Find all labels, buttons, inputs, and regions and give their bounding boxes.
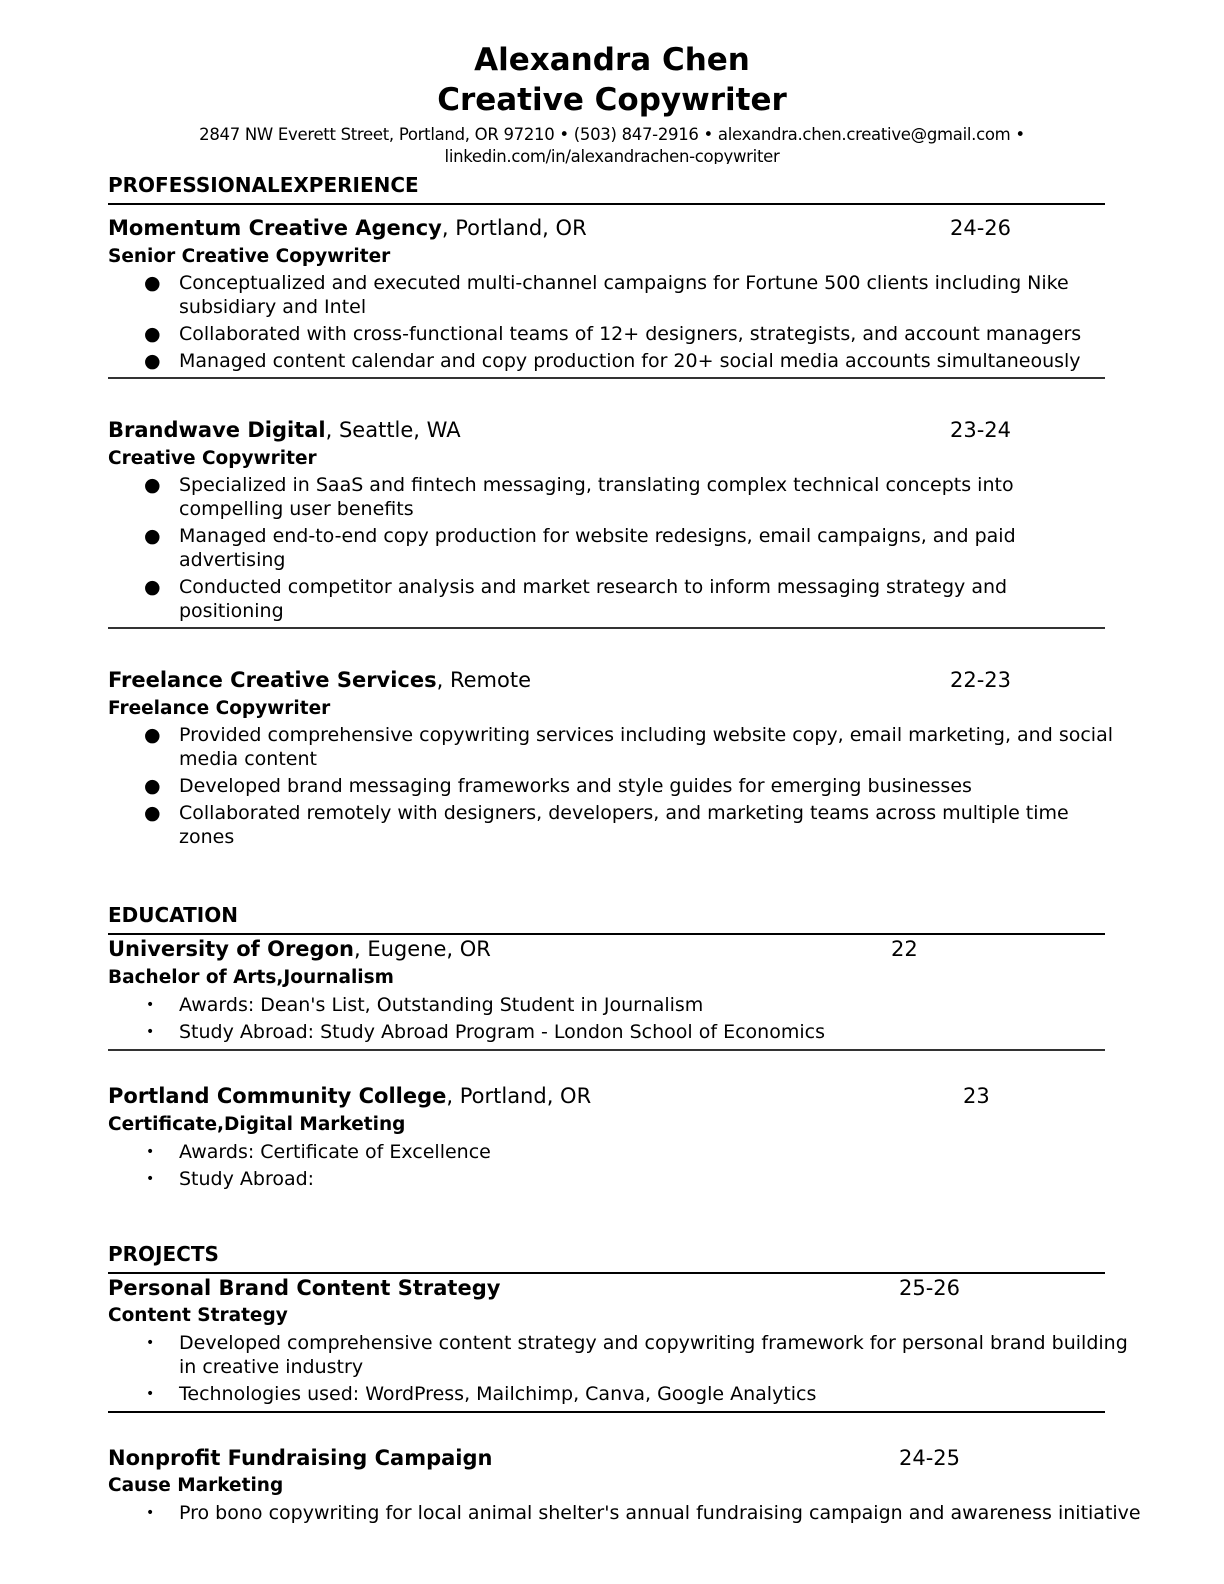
project-name: Nonprofit Fundraising Campaign bbox=[108, 1446, 493, 1470]
bullet-icon: ● bbox=[144, 724, 161, 746]
education-entry-heading bbox=[108, 1083, 591, 1109]
candidate-title: Creative Copywriter bbox=[437, 82, 787, 118]
degree: Certificate,Digital Marketing bbox=[108, 1114, 406, 1135]
bullet-item bbox=[108, 993, 1138, 1017]
bullet-item bbox=[108, 723, 1118, 771]
bullet-item bbox=[108, 271, 1118, 319]
bullet-list bbox=[108, 271, 1118, 376]
degree: Bachelor of Arts,Journalism bbox=[108, 967, 394, 988]
bullet-icon: ● bbox=[144, 525, 161, 547]
section-heading-experience: PROFESSIONALEXPERIENCE bbox=[108, 173, 419, 197]
bullet-icon: ● bbox=[144, 272, 161, 294]
bullet-icon: • bbox=[146, 1505, 155, 1521]
bullet-text: Study Abroad: bbox=[179, 1168, 315, 1190]
linkedin-url: linkedin.com/in/alexandrachen-copywriter bbox=[444, 147, 780, 164]
company-location: , Remote bbox=[436, 668, 532, 692]
bullet-text: Study Abroad: Study Abroad Program - London School of Economics bbox=[179, 1021, 825, 1043]
bullet-text: Conducted competitor analysis and market research to inform messaging strategy and positioning bbox=[179, 576, 1008, 622]
bullet-icon: • bbox=[146, 1171, 155, 1187]
bullet-item bbox=[108, 1331, 1148, 1379]
entry-divider bbox=[108, 1411, 1105, 1413]
employment-dates: 23-24 bbox=[950, 418, 1012, 442]
bullet-item bbox=[108, 524, 1068, 572]
entry-divider bbox=[108, 627, 1105, 629]
bullet-list bbox=[108, 1140, 1138, 1194]
bullet-icon: • bbox=[146, 1335, 155, 1351]
project-entry-heading bbox=[108, 1445, 492, 1471]
section-heading-projects: PROJECTS bbox=[108, 1242, 219, 1266]
bullet-text: Pro bono copywriting for local animal shelter's annual fundraising campaign and awareness initiative bbox=[179, 1502, 1141, 1524]
section-heading-education: EDUCATION bbox=[108, 903, 238, 927]
school-location: , Portland, OR bbox=[446, 1084, 592, 1108]
project-name: Personal Brand Content Strategy bbox=[108, 1276, 501, 1300]
employment-dates: 24-26 bbox=[950, 216, 1012, 240]
company-location: , Seattle, WA bbox=[325, 418, 461, 442]
bullet-item bbox=[108, 801, 1118, 849]
bullet-list bbox=[108, 1501, 1168, 1528]
bullet-list bbox=[108, 993, 1138, 1047]
bullet-list bbox=[108, 473, 1068, 626]
bullet-item bbox=[108, 322, 1118, 346]
bullet-list bbox=[108, 723, 1118, 852]
experience-entry-heading bbox=[108, 417, 461, 443]
bullet-text: Collaborated with cross-functional teams of 12+ designers, strategists, and account managers bbox=[179, 323, 1082, 345]
company-name: Momentum Creative Agency bbox=[108, 216, 442, 240]
experience-entry-heading bbox=[108, 667, 531, 693]
project-entry-heading bbox=[108, 1275, 500, 1301]
bullet-text: Awards: Certificate of Excellence bbox=[179, 1141, 491, 1163]
school-name: University of Oregon bbox=[108, 937, 354, 961]
bullet-icon: ● bbox=[144, 323, 161, 345]
job-role: Freelance Copywriter bbox=[108, 698, 331, 719]
education-dates: 23 bbox=[963, 1084, 990, 1108]
bullet-text: Developed brand messaging frameworks and style guides for emerging businesses bbox=[179, 775, 972, 797]
project-category: Cause Marketing bbox=[108, 1475, 284, 1496]
experience-entry-heading bbox=[108, 215, 587, 241]
school-name: Portland Community College bbox=[108, 1084, 447, 1108]
section-divider bbox=[108, 933, 1105, 935]
job-role: Creative Copywriter bbox=[108, 448, 317, 469]
bullet-item bbox=[108, 1020, 1138, 1044]
entry-divider bbox=[108, 377, 1105, 379]
section-divider bbox=[108, 203, 1105, 205]
bullet-text: Developed comprehensive content strategy and copywriting framework for personal brand building in creative industry bbox=[179, 1332, 1128, 1378]
bullet-text: Managed end-to-end copy production for website redesigns, email campaigns, and paid advertising bbox=[179, 525, 1016, 571]
contact-line: 2847 NW Everett Street, Portland, OR 97210 • (503) 847-2916 • alexandra.chen.creative@gmail.com • bbox=[199, 125, 1025, 144]
education-entry-heading bbox=[108, 936, 491, 962]
bullet-item bbox=[108, 575, 1068, 623]
project-category: Content Strategy bbox=[108, 1305, 288, 1326]
company-location: , Portland, OR bbox=[441, 216, 587, 240]
candidate-name: Alexandra Chen bbox=[474, 42, 750, 78]
project-dates: 24-25 bbox=[899, 1446, 961, 1470]
bullet-item bbox=[108, 473, 1068, 521]
bullet-text: Managed content calendar and copy production for 20+ social media accounts simultaneously bbox=[179, 350, 1081, 372]
bullet-icon: • bbox=[146, 1386, 155, 1402]
bullet-text: Provided comprehensive copywriting services including website copy, email marketing, and social media content bbox=[179, 724, 1113, 770]
bullet-item bbox=[108, 1140, 1138, 1164]
bullet-text: Specialized in SaaS and fintech messaging, translating complex technical concepts into compelling user benefits bbox=[179, 474, 1014, 520]
bullet-text: Collaborated remotely with designers, developers, and marketing teams across multiple time zones bbox=[179, 802, 1069, 848]
bullet-list bbox=[108, 1331, 1148, 1409]
bullet-text: Conceptualized and executed multi-channel campaigns for Fortune 500 clients including Nike subsidiary and Intel bbox=[179, 272, 1069, 318]
bullet-item bbox=[108, 1167, 1138, 1191]
entry-divider bbox=[108, 1049, 1105, 1051]
bullet-icon: ● bbox=[144, 802, 161, 824]
employment-dates: 22-23 bbox=[950, 668, 1012, 692]
bullet-icon: • bbox=[146, 1144, 155, 1160]
company-name: Freelance Creative Services bbox=[108, 668, 437, 692]
bullet-icon: • bbox=[146, 997, 155, 1013]
bullet-text: Awards: Dean's List, Outstanding Student in Journalism bbox=[179, 994, 704, 1016]
job-role: Senior Creative Copywriter bbox=[108, 246, 391, 267]
bullet-icon: ● bbox=[144, 775, 161, 797]
bullet-text: Technologies used: WordPress, Mailchimp, Canva, Google Analytics bbox=[179, 1383, 817, 1405]
bullet-item bbox=[108, 774, 1118, 798]
section-divider bbox=[108, 1272, 1105, 1274]
company-name: Brandwave Digital bbox=[108, 418, 326, 442]
project-dates: 25-26 bbox=[899, 1276, 961, 1300]
bullet-item bbox=[108, 349, 1118, 373]
bullet-icon: ● bbox=[144, 576, 161, 598]
bullet-icon: ● bbox=[144, 474, 161, 496]
bullet-item bbox=[108, 1382, 1148, 1406]
bullet-icon: • bbox=[146, 1024, 155, 1040]
bullet-item bbox=[108, 1501, 1168, 1525]
education-dates: 22 bbox=[891, 937, 918, 961]
school-location: , Eugene, OR bbox=[353, 937, 491, 961]
bullet-icon: ● bbox=[144, 350, 161, 372]
